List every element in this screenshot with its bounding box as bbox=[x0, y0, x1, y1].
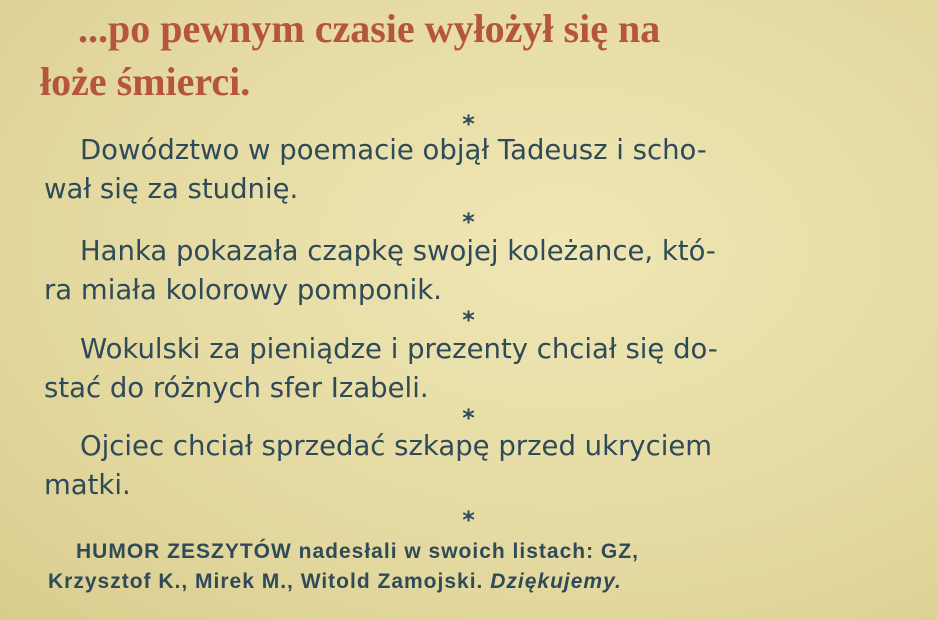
headline-line-1: ...po pewnym czasie wyłożył się na bbox=[78, 6, 661, 51]
paragraph-1 bbox=[44, 131, 904, 209]
separator-asterisk: * bbox=[462, 404, 475, 432]
footer-line-1: HUMOR ZESZYTÓW nadesłali w swoich listach: GZ, bbox=[76, 540, 639, 563]
separator-asterisk: * bbox=[462, 208, 475, 236]
paragraph-3-line-1: Wokulski za pieniądze i prezenty chciał się do- bbox=[80, 333, 718, 365]
footer-thanks: Dziękujemy. bbox=[490, 570, 622, 593]
headline-line-2: łoże śmierci. bbox=[40, 59, 251, 104]
paragraph-1-line-1: Dowództwo w poemacie objął Tadeusz i scho- bbox=[80, 134, 707, 166]
footer-contributors: Krzysztof K., Mirek M., Witold Zamojski. bbox=[48, 570, 484, 593]
footer-credits bbox=[48, 537, 908, 597]
paragraph-4 bbox=[44, 427, 904, 505]
paragraph-2-line-2: ra miała kolorowy pomponik. bbox=[44, 274, 442, 306]
paragraph-4-line-2: matki. bbox=[44, 469, 131, 501]
paragraph-4-line-1: Ojciec chciał sprzedać szkapę przed ukryciem bbox=[80, 430, 713, 462]
separator-asterisk: * bbox=[462, 506, 475, 534]
separator-asterisk: * bbox=[462, 306, 475, 334]
paragraph-1-line-2: wał się za studnię. bbox=[44, 173, 299, 205]
paragraph-2 bbox=[44, 232, 904, 310]
paragraph-3 bbox=[44, 330, 904, 408]
separator-asterisk: * bbox=[462, 110, 475, 138]
footer-line-2 bbox=[48, 567, 908, 597]
paragraph-3-line-2: stać do różnych sfer Izabeli. bbox=[44, 372, 429, 404]
headline bbox=[40, 2, 920, 108]
paragraph-2-line-1: Hanka pokazała czapkę swojej koleżance, któ- bbox=[80, 235, 716, 267]
